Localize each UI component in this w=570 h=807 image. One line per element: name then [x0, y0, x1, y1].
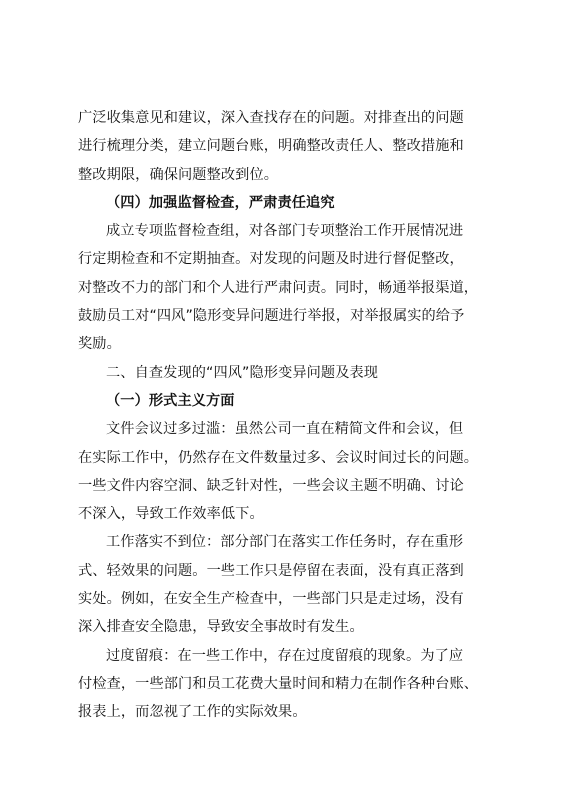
subsection-heading: （一）形式主义方面 — [106, 392, 235, 409]
paragraph-line: 一些文件内容空洞、缺乏针对性，一些会议主题不明确、讨论 — [78, 477, 464, 494]
paragraph-line: 奖励。 — [78, 336, 121, 353]
paragraph-line: 文件会议过多过滥：虽然公司一直在精简文件和会议，但 — [106, 421, 464, 438]
document-page — [78, 104, 498, 727]
section-heading: （四）加强监督检查，严肃责任追究 — [106, 194, 335, 211]
paragraph-line: 工作落实不到位：部分部门在落实工作任务时，存在重形 — [106, 534, 464, 551]
paragraph-line: 成立专项监督检查组，对各部门专项整治工作开展情况进 — [106, 223, 464, 240]
paragraph-line: 式、轻效果的问题。一些工作只是停留在表面，没有真正落到 — [78, 562, 464, 579]
paragraph-line: 过度留痕：在一些工作中，存在过度留痕的现象。为了应 — [106, 647, 464, 664]
paragraph-line: 鼓励员工对“四风”隐形变异问题进行举报，对举报属实的给予 — [78, 308, 465, 325]
paragraph-line: 广泛收集意见和建议，深入查找存在的问题。对排查出的问题 — [78, 110, 464, 126]
paragraph-line: 进行梳理分类，建立问题台账，明确整改责任人、整改措施和 — [78, 138, 464, 155]
paragraph-line: 不深入，导致工作效率低下。 — [78, 506, 264, 523]
paragraph-line: 付检查，一些部门和员工花费大量时间和精力在制作各种台账、 — [78, 675, 479, 692]
paragraph-line: 在实际工作中，仍然存在文件数量过多、会议时间过长的问题。 — [78, 449, 479, 466]
paragraph-line: 对整改不力的部门和个人进行严肃问责。同时，畅通举报渠道， — [78, 279, 479, 296]
paragraph-line: 行定期检查和不定期抽查。对发现的问题及时进行督促整改， — [78, 251, 464, 268]
paragraph-line: 实处。例如，在安全生产检查中，一些部门只是走过场，没有 — [78, 591, 464, 608]
chapter-heading: 二、自查发现的“四风”隐形变异问题及表现 — [106, 364, 379, 381]
paragraph-line: 深入排查安全隐患，导致安全事故时有发生。 — [78, 619, 364, 636]
paragraph-line: 整改期限，确保问题整改到位。 — [78, 166, 279, 183]
paragraph-line: 报表上，而忽视了工作的实际效果。 — [78, 704, 307, 721]
